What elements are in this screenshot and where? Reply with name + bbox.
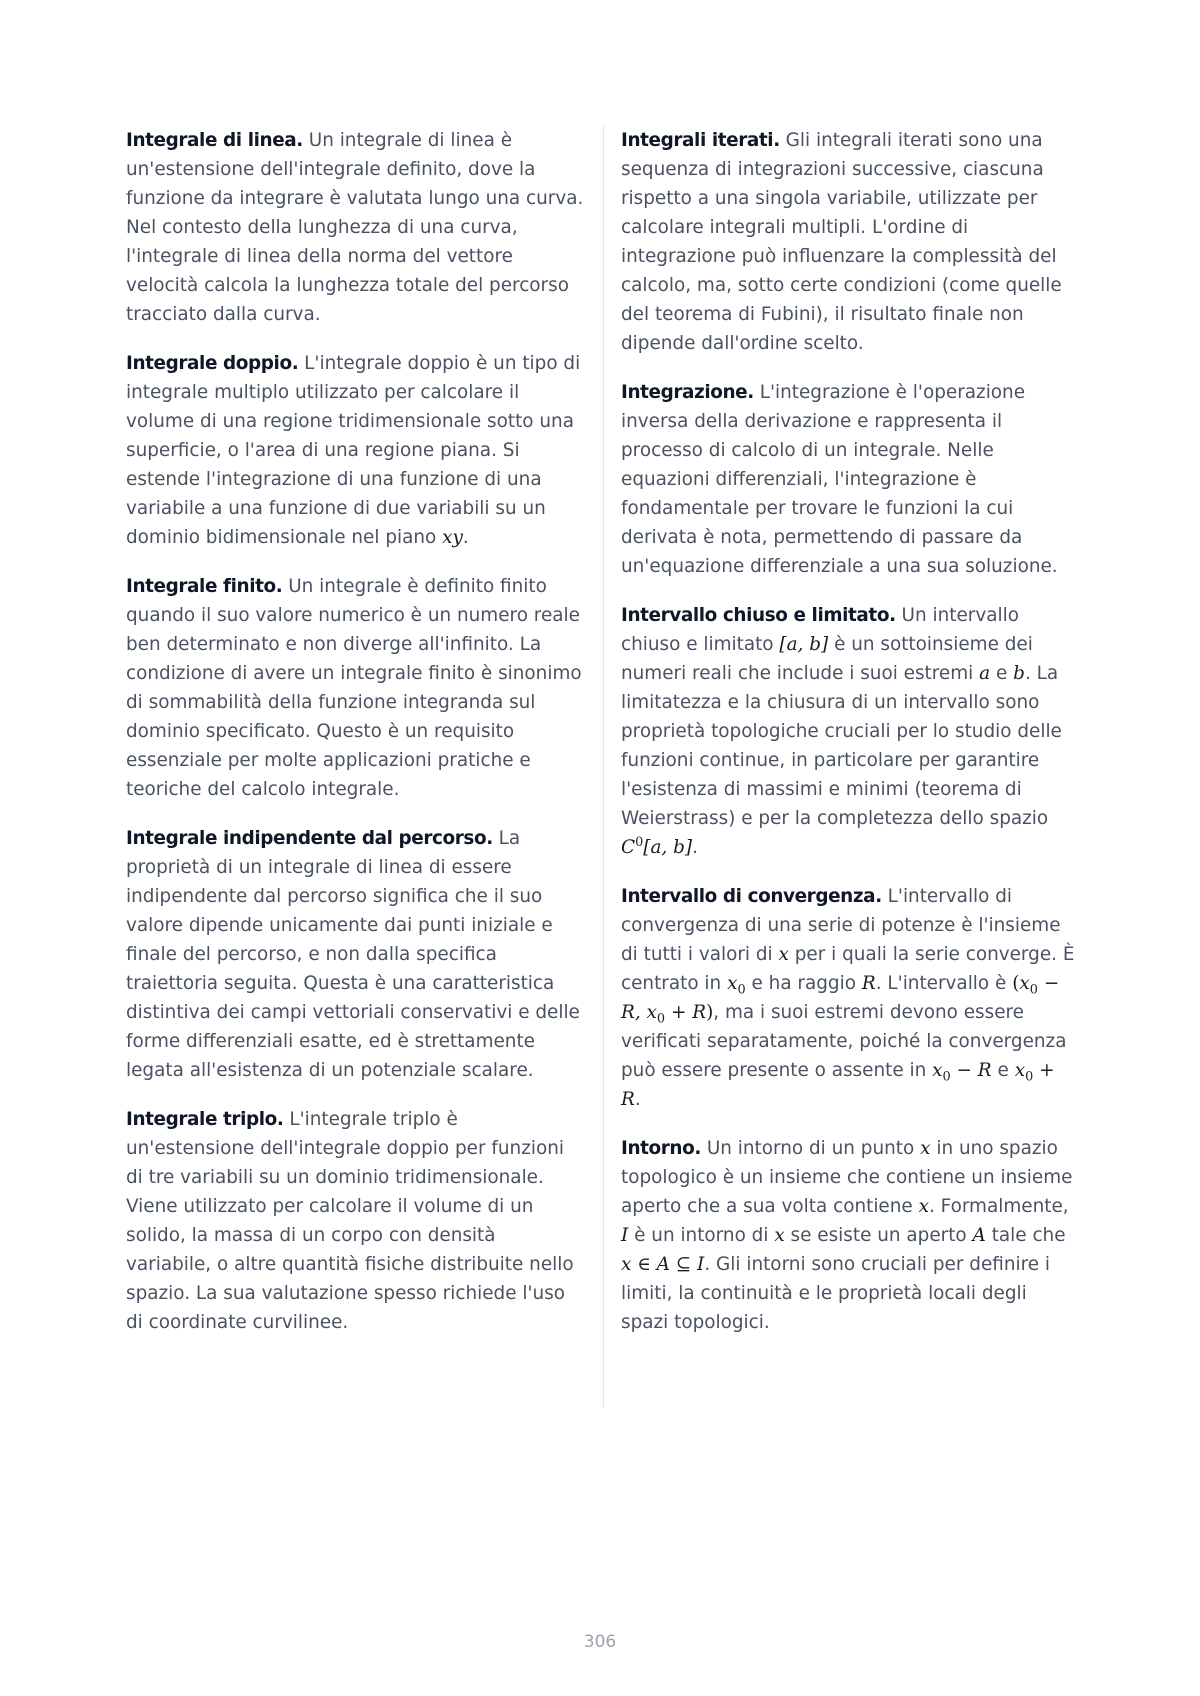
- entry-term: Integrali iterati: [621, 130, 774, 151]
- entry-text: e ha raggio: [751, 973, 856, 994]
- entry-term: Integrale triplo: [126, 1109, 277, 1130]
- math-x: x: [778, 944, 789, 965]
- entry-integrale-finito: Integrale finito. Un integrale è definito finito quando il suo valore numerico è un numero reale ben determinato e non diverge all'infinito. La condizione di avere un integrale finito è sinonimo di sommabilità della funzione integranda sul dominio specificato. Questo è un requisito essenziale per molte applicazioni pratiche e teoriche del calcolo integrale.: [126, 576, 582, 800]
- entry-intorno: Intorno. Un intorno di un punto x in uno spazio topologico è un insieme che contiene un insieme aperto che a sua volta contiene x. Formalmente, I è un intorno di x se esiste un aperto A tale che x ∈ A ⊆ I. Gli intorni sono cruciali per definire i limiti, la continuità e le proprietà locali degli spazi topologici.: [621, 1138, 1073, 1333]
- entry-text: e: [995, 663, 1008, 684]
- entry-text: Un intorno di un punto: [706, 1138, 915, 1159]
- column-divider: [603, 126, 604, 1408]
- math-I: I: [621, 1225, 629, 1246]
- entry-term: Intervallo chiuso e limitato: [621, 605, 890, 626]
- math-x-in-A-subset-I: x ∈ A ⊆ I: [621, 1254, 705, 1275]
- entry-text: L'integrazione è l'operazione inversa della derivazione e rappresenta il processo di calcolo di un integrale. Nelle equazioni differenziali, l'integrazione è fondamentale per trovare le funzioni la cui derivata è nota, permettendo di passare da un'equazione differenziale a una sua soluzione.: [621, 382, 1058, 577]
- entry-term: Integrale indipendente dal percorso: [126, 828, 487, 849]
- entry-intervallo-chiuso-e-limitato: Intervallo chiuso e limitato. Un intervallo chiuso e limitato [a, b] è un sottoinsieme dei numeri reali che include i suoi estremi a e b. La limitatezza e la chiusura di un intervallo sono proprietà topologiche cruciali per lo studio delle funzioni continue, in particolare per garantire l'esistenza di massimi e minimi (teorema di Weierstrass) e per la completezza dello spazio $C^0[a$, b].: [621, 605, 1062, 858]
- entry-term: Intorno: [621, 1138, 695, 1159]
- entry-text: . Gli intorni sono cruciali per definire i limiti, la continuità e le proprietà locali degli spazi topologici.: [621, 1254, 1051, 1333]
- entry-text: Un integrale di linea è un'estensione dell'integrale definito, dove la funzione da integrare è valutata lungo una curva. Nel contesto della lunghezza di una curva, l'integrale di linea della norma del vettore velocità calcola la lunghezza totale del percorso tracciato dalla curva.: [126, 130, 584, 325]
- page-number: 306: [583, 1632, 617, 1652]
- entry-integrazione: Integrazione. L'integrazione è l'operazione inversa della derivazione e rappresenta il processo di calcolo di un integrale. Nelle equazioni differenziali, l'integrazione è fondamentale per trovare le funzioni la cui derivata è nota, permettendo di passare da un'equazione differenziale a una sua soluzione.: [621, 382, 1058, 577]
- math-xy: xy: [442, 527, 463, 548]
- entry-intervallo-di-convergenza: Intervallo di convergenza. L'intervallo di convergenza di una serie di potenze è l'insieme di tutti i valori di x per i quali la serie converge. È centrato in $x_0$ e ha raggio R. L'intervallo è ($x_0 - R$, $x_0 + R$), ma i suoi estremi devono essere verificati separatamente, poiché la convergenza può essere presente o assente in $x_0 - R$ e $x_0 + R$.: [621, 886, 1075, 1110]
- two-column-body: [126, 126, 1076, 1408]
- entry-text: Un integrale è definito finito quando il suo valore numerico è un numero reale ben determinato e non diverge all'infinito. La condizione di avere un integrale finito è sinonimo di sommabilità della funzione integranda sul dominio specificato. Questo è un requisito essenziale per molte applicazioni pratiche e teoriche del calcolo integrale.: [126, 576, 582, 800]
- entry-integrale-di-linea: Integrale di linea. Un integrale di linea è un'estensione dell'integrale definito, dove la funzione da integrare è valutata lungo una curva. Nel contesto della lunghezza di una curva, l'integrale di linea della norma del vettore velocità calcola la lunghezza totale del percorso tracciato dalla curva.: [126, 130, 584, 325]
- entry-text: Un intervallo chiuso e limitato: [621, 605, 1019, 655]
- entry-text: Gli integrali iterati sono una sequenza di integrazioni successive, ciascuna rispetto a una singola variabile, utilizzate per calcolare integrali multipli. L'ordine di integrazione può influenzare la complessità del calcolo, ma, sotto certe condizioni (come quelle del teorema di Fubini), il risultato finale non dipende dall'ordine scelto.: [621, 130, 1062, 354]
- entry-text: L'integrale doppio è un tipo di integrale multiplo utilizzato per calcolare il volume di una regione tridimensionale sotto una superficie, o l'area di una regione piana. Si estende l'integrazione di una funzione di una variabile a una funzione di due variabili su un dominio bidimensionale nel piano: [126, 353, 581, 548]
- math-x0: $x_0$: [727, 973, 746, 998]
- left-column: [126, 126, 584, 1357]
- entry-text: L'integrale triplo è un'estensione dell'integrale doppio per funzioni di tre variabili su un dominio tridimensionale. Viene utilizzato per calcolare il volume di un solido, la massa di un corpo con densità variabile, o altre quantità fisiche distribuite nello spazio. La sua valutazione spesso richiede l'uso di coordinate curvilinee.: [126, 1109, 574, 1333]
- math-a: a: [979, 663, 991, 684]
- entry-term: Intervallo di convergenza: [621, 886, 876, 907]
- entry-text: in uno spazio topologico è un insieme che contiene un insieme aperto che a sua volta contiene: [621, 1138, 1073, 1217]
- math-x: x: [920, 1138, 931, 1159]
- math-R: R: [861, 973, 876, 994]
- entry-integrale-triplo: Integrale triplo. L'integrale triplo è un'estensione dell'integrale doppio per funzioni di tre variabili su un dominio tridimensionale. Viene utilizzato per calcolare il volume di un solido, la massa di un corpo con densità variabile, o altre quantità fisiche distribuite nello spazio. La sua valutazione spesso richiede l'uso di coordinate curvilinee.: [126, 1109, 574, 1333]
- entry-term: Integrale di linea: [126, 130, 297, 151]
- entry-text: . La limitatezza e la chiusura di un intervallo sono proprietà topologiche cruciali per lo studio delle funzioni continue, in particolare per garantire l'esistenza di massimi e minimi (teorema di Weierstrass) e per la completezza dello spazio: [621, 663, 1062, 829]
- math-x0-plus-R: $x_0 + R$: [621, 1060, 1055, 1110]
- math-interval-ab: [a, b]: [779, 634, 829, 655]
- entry-term: Integrazione: [621, 382, 748, 403]
- entry-integrale-indipendente-dal-percorso: Integrale indipendente dal percorso. La proprietà di un integrale di linea di essere indipendente dal percorso significa che il suo valore dipende unicamente dai punti iniziale e finale del percorso, e non dalla specifica traiettoria seguita. Questa è una caratteristica distintiva dei campi vettoriali conservativi e delle forme differenziali esatte, ed è strettamente legata all'esistenza di un potenziale scalare.: [126, 828, 580, 1081]
- entry-tail: .: [692, 837, 698, 858]
- entry-term: Integrale finito: [126, 576, 276, 597]
- math-c0-space: $C^0[a$, b]: [621, 834, 693, 858]
- math-A: A: [972, 1225, 986, 1246]
- math-x: x: [918, 1196, 929, 1217]
- math-x0-minus-R: $x_0 - R$: [932, 1060, 992, 1085]
- entry-text: , ma i suoi estremi devono essere verificati separatamente, poiché la convergenza può essere presente o assente in: [621, 1002, 1067, 1081]
- math-open-interval: ($x_0 - R$, $x_0 + R$): [621, 973, 1060, 1027]
- entry-text: e: [997, 1060, 1009, 1081]
- math-b: b: [1013, 663, 1025, 684]
- entry-tail: .: [462, 527, 469, 548]
- entry-tail: .: [634, 1089, 641, 1110]
- entry-text: La proprietà di un integrale di linea di essere indipendente dal percorso significa che il suo valore dipende unicamente dai punti iniziale e finale del percorso, e non dalla specifica traiettoria seguita. Questa è una caratteristica distintiva dei campi vettoriali conservativi e delle forme differenziali esatte, ed è strettamente legata all'esistenza di un potenziale scalare.: [126, 828, 580, 1081]
- math-x: x: [774, 1225, 785, 1246]
- entry-integrali-iterati: Integrali iterati. Gli integrali iterati sono una sequenza di integrazioni successive, ciascuna rispetto a una singola variabile, utilizzate per calcolare integrali multipli. L'ordine di integrazione può influenzare la complessità del calcolo, ma, sotto certe condizioni (come quelle del teorema di Fubini), il risultato finale non dipende dall'ordine scelto.: [621, 130, 1062, 354]
- entry-term: Integrale doppio: [126, 353, 292, 374]
- entry-integrale-doppio: Integrale doppio. L'integrale doppio è un tipo di integrale multiplo utilizzato per calcolare il volume di una regione tridimensionale sotto una superficie, o l'area di una regione piana. Si estende l'integrazione di una funzione di una variabile a una funzione di due variabili su un dominio bidimensionale nel piano xy.: [126, 353, 581, 548]
- entry-text: . Formalmente,: [928, 1196, 1069, 1217]
- right-column: [621, 126, 1079, 1357]
- entry-text: L'intervallo di convergenza di una serie di potenze è l'insieme di tutti i valori di: [621, 886, 1061, 965]
- entry-text: tale che: [991, 1225, 1066, 1246]
- entry-text: per i quali la serie converge. È centrato in: [621, 944, 1075, 994]
- entry-text: se esiste un aperto: [790, 1225, 967, 1246]
- entry-text: . L'intervallo è: [875, 973, 1007, 994]
- entry-text: è un sottoinsieme dei numeri reali che include i suoi estremi: [621, 634, 1033, 684]
- entry-text: è un intorno di: [634, 1225, 769, 1246]
